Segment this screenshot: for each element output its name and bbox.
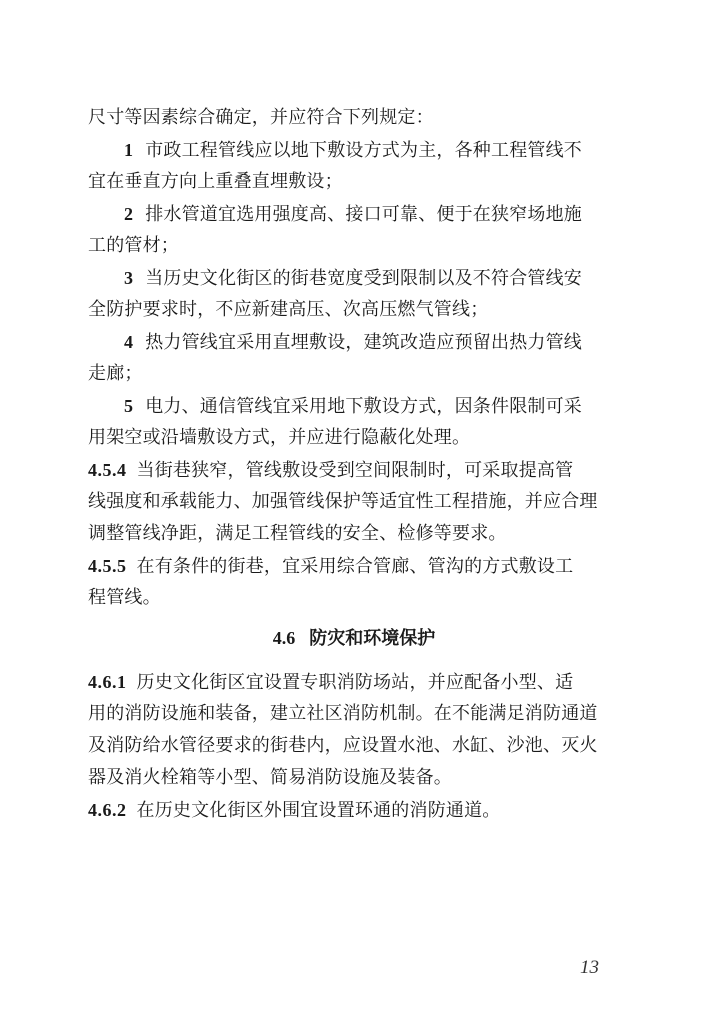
text-line: 宜在垂直方向上重叠直埋敷设；: [88, 171, 343, 192]
text-line: 用架空或沿墙敷设方式，并应进行隐蔽化处理。: [88, 427, 471, 448]
clause-text: 当街巷狭窄，管线敷设受到空间限制时，可采取提高管: [136, 460, 574, 481]
clause-text: 在历史文化街区外围宜设置环通的消防通道。: [136, 800, 501, 821]
text-line: 线强度和承载能力、加强管线保护等适宜性工程措施，并应合理: [88, 491, 598, 512]
list-item-1: [88, 134, 620, 166]
item-text: 排水管道宜选用强度高、接口可靠、便于在狭窄场地施: [145, 204, 583, 225]
section-title: 防灾和环境保护: [309, 628, 436, 649]
clause-number: 4.6.1: [88, 672, 127, 692]
text-line: 调整管线净距，满足工程管线的安全、检修等要求。: [88, 523, 507, 544]
text-line: 全防护要求时，不应新建高压、次高压燃气管线；: [88, 299, 489, 320]
clause-4-5-5: [88, 550, 620, 582]
item-text: 当历史文化街区的街巷宽度受到限制以及不符合管线安: [145, 268, 583, 289]
text-line: 尺寸等因素综合确定，并应符合下列规定：: [88, 107, 434, 128]
clause-text: 在有条件的街巷，宜采用综合管廊、管沟的方式敷设工: [136, 556, 574, 577]
text-line: 走廊；: [88, 363, 143, 384]
clause-4-5-4: [88, 454, 620, 486]
item-number: 3: [124, 268, 134, 288]
text-line: 及消防给水管径要求的街巷内，应设置水池、水缸、沙池、灭火: [88, 735, 598, 756]
document-body: [88, 102, 620, 826]
clause-number: 4.5.4: [88, 460, 127, 480]
clause-4-6-2: [88, 794, 620, 826]
section-number: 4.6: [272, 628, 296, 648]
item-number: 4: [124, 332, 134, 352]
page-number: 13: [580, 957, 599, 978]
clause-4-6-1: [88, 666, 620, 698]
clause-text: 历史文化街区宜设置专职消防场站，并应配备小型、适: [136, 672, 574, 693]
item-text: 市政工程管线应以地下敷设方式为主，各种工程管线不: [145, 140, 583, 161]
list-item-4: [88, 326, 620, 358]
list-item-3: [88, 262, 620, 294]
item-text: 电力、通信管线宜采用地下敷设方式，因条件限制可采: [145, 396, 583, 417]
text-line: 程管线。: [88, 587, 161, 608]
text-line: 用的消防设施和装备，建立社区消防机制。在不能满足消防通道: [88, 703, 598, 724]
text-line: 器及消火栓箱等小型、简易消防设施及装备。: [88, 767, 452, 788]
clause-number: 4.5.5: [88, 556, 127, 576]
item-number: 5: [124, 396, 134, 416]
item-text: 热力管线宜采用直埋敷设，建筑改造应预留出热力管线: [145, 332, 583, 353]
section-heading-4-6: [88, 622, 620, 654]
item-number: 1: [124, 140, 134, 160]
list-item-5: [88, 390, 620, 422]
clause-number: 4.6.2: [88, 800, 127, 820]
list-item-2: [88, 198, 620, 230]
text-line: 工的管材；: [88, 235, 179, 256]
item-number: 2: [124, 204, 134, 224]
